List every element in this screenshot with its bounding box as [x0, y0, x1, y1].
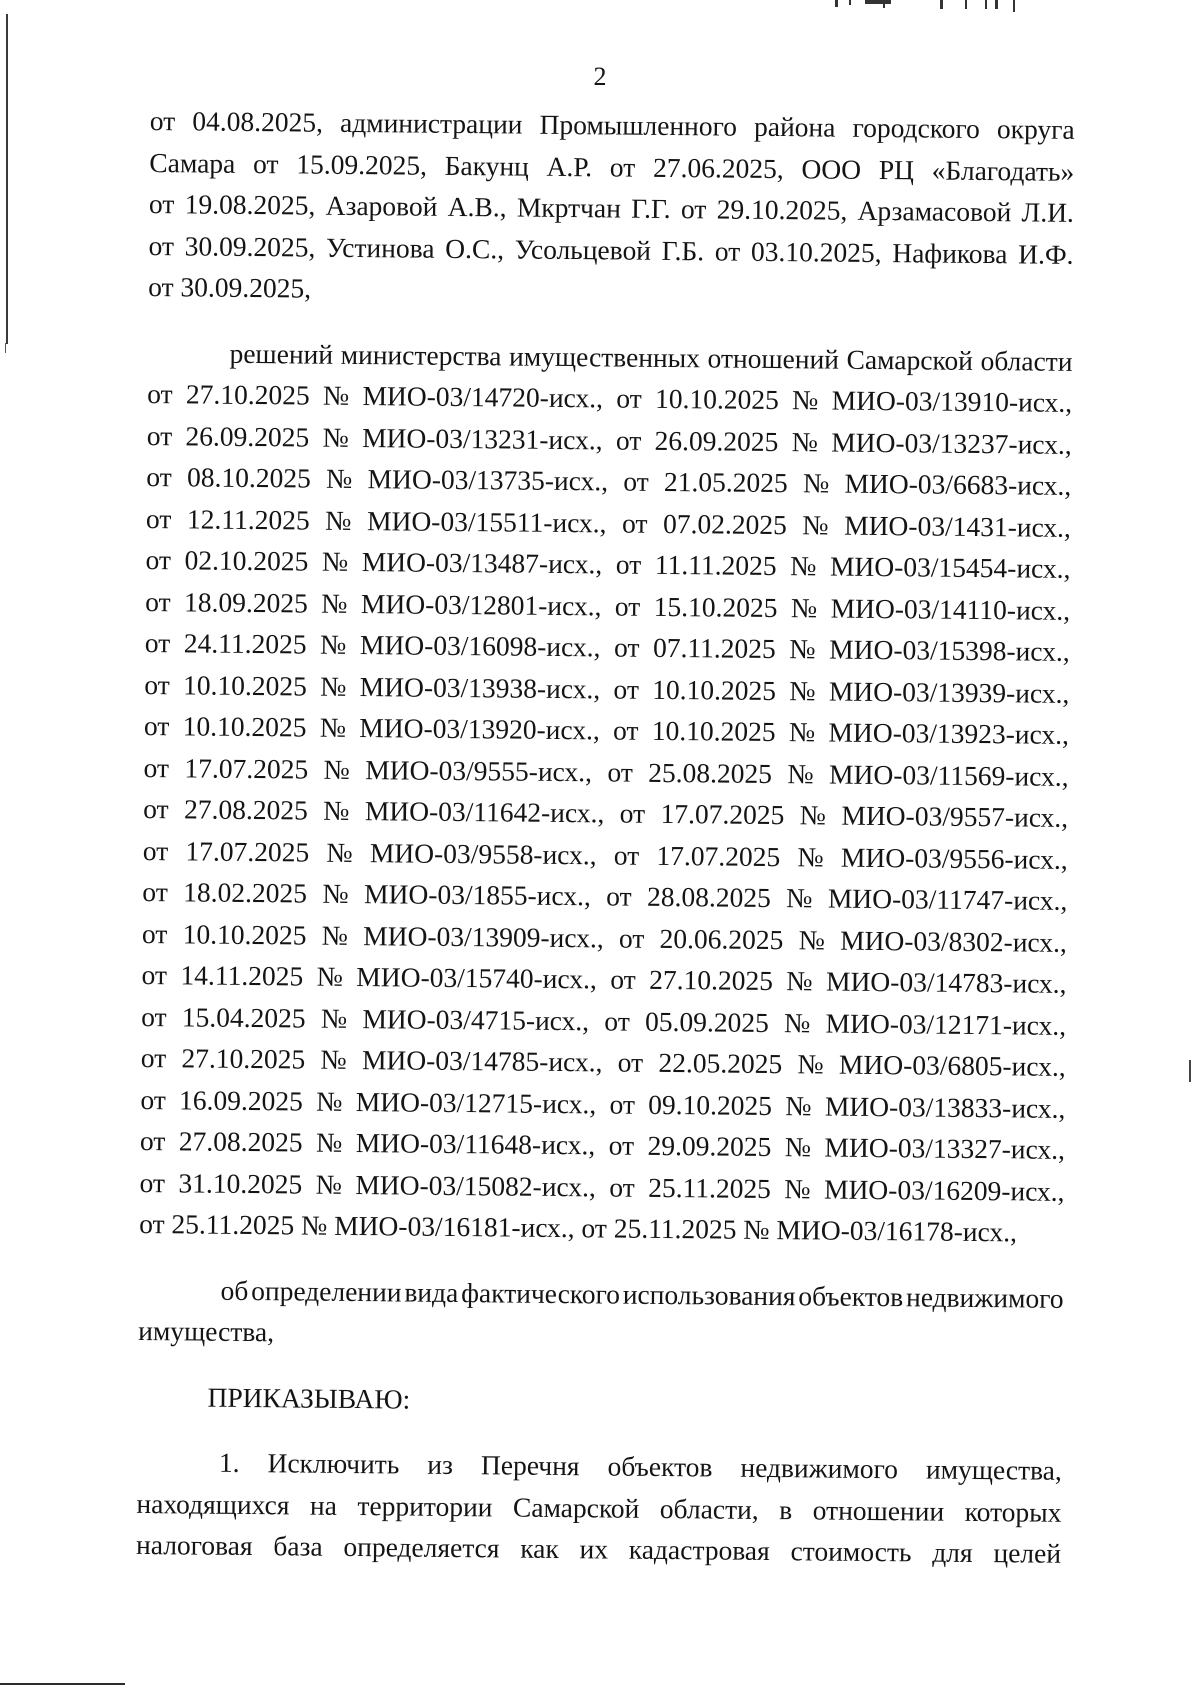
- word: МИО-03/13735-исх.,: [367, 463, 609, 497]
- word: использования: [622, 1278, 796, 1311]
- word: №: [322, 877, 349, 909]
- word: от 30.09.2025,: [148, 270, 312, 304]
- word: от: [615, 423, 642, 456]
- word: Г.Б.: [661, 234, 705, 266]
- word: от: [143, 792, 169, 825]
- word: от: [609, 1087, 636, 1120]
- word: А.В.,: [447, 190, 507, 223]
- word: фактического: [461, 1276, 621, 1310]
- word: решений: [229, 337, 334, 370]
- word: МИО-03/11642-исх.,: [364, 795, 605, 829]
- word: МИО-03/14720-исх.,: [362, 380, 604, 414]
- text-line: [138, 1268, 1063, 1318]
- word: 29.10.2025,: [716, 193, 848, 226]
- word: от: [139, 1166, 166, 1198]
- word: МИО-03/12171-исх.,: [825, 1007, 1067, 1041]
- word: которых: [964, 1495, 1062, 1528]
- word: городского: [852, 111, 981, 144]
- page-number: 2: [593, 62, 607, 91]
- word: №: [799, 799, 827, 831]
- word: Самара: [149, 146, 236, 179]
- word: №: [325, 462, 353, 494]
- scan-bottom-rule: [0, 1683, 125, 1685]
- word: 12.11.2025: [186, 502, 310, 536]
- word: 17.07.2025: [185, 834, 310, 868]
- word: МИО-03/8302-исх.,: [840, 924, 1068, 958]
- word: объектов: [798, 1279, 904, 1312]
- word: МИО-03/6683-исх.,: [844, 467, 1072, 501]
- word: 18.09.2025: [183, 585, 308, 619]
- word: от: [141, 917, 168, 949]
- word: от: [140, 1041, 167, 1074]
- scan-top-marks: [835, 0, 1115, 14]
- word: 19.08.2025,: [184, 188, 316, 221]
- word: №: [787, 757, 814, 789]
- word: объектов: [607, 1450, 713, 1483]
- word: №: [798, 923, 826, 956]
- word: МИО-03/14110-исх.,: [830, 592, 1071, 626]
- word: Исключить: [267, 1447, 400, 1480]
- word: 24.11.2025: [183, 627, 307, 660]
- word: Мкртчан: [516, 191, 622, 224]
- word: МИО-03/6805-исх.,: [838, 1048, 1066, 1082]
- word: МИО-03/13327-исх.,: [824, 1131, 1066, 1165]
- word: от: [607, 755, 633, 788]
- word: Устинова: [325, 231, 435, 264]
- word: от: [145, 585, 171, 617]
- word: недвижимого: [905, 1280, 1064, 1314]
- word: МИО-03/15454-исх.,: [829, 550, 1071, 584]
- word: Л.И.: [1021, 196, 1075, 228]
- word: от: [614, 589, 641, 622]
- word: РЦ: [878, 153, 915, 185]
- word: МИО-03/12715-исх.,: [355, 1085, 597, 1119]
- word: в: [779, 1493, 793, 1525]
- word: 16.09.2025: [178, 1083, 304, 1117]
- word: МИО-03/13231-исх.,: [362, 421, 603, 455]
- word: от: [613, 631, 640, 663]
- word: от: [145, 543, 172, 576]
- word: №: [788, 716, 816, 748]
- scan-left-mark: [5, 343, 6, 353]
- word: от: [140, 1083, 166, 1115]
- word: О.С.,: [445, 232, 505, 264]
- paragraph-decisions: [139, 331, 1073, 1253]
- word: МИО-03/11648-исх.,: [355, 1127, 596, 1161]
- word: №: [802, 467, 830, 499]
- word: от: [147, 377, 173, 410]
- word: области,: [659, 1492, 759, 1525]
- word: №: [320, 670, 347, 702]
- word: МИО-03/15082-исх.,: [355, 1168, 596, 1202]
- word: 26.09.2025: [654, 424, 779, 457]
- paragraph-item-1: [136, 1441, 1062, 1574]
- word: от: [609, 1170, 635, 1203]
- word: Перечня: [480, 1449, 580, 1482]
- word: территории: [357, 1489, 493, 1522]
- word: от: [144, 668, 170, 700]
- word: от: [613, 838, 640, 871]
- word: №: [326, 836, 353, 868]
- word: Усольцевой: [514, 233, 652, 266]
- word: МИО-03/13910-исх.,: [831, 384, 1073, 418]
- word: от: [714, 234, 741, 267]
- word: находящихся: [136, 1487, 290, 1520]
- word: 10.10.2025: [652, 673, 777, 706]
- word: МИО-03/13833-исх.,: [824, 1090, 1066, 1124]
- word: от: [146, 460, 172, 493]
- word: кадастровая: [628, 1533, 770, 1567]
- word: округа: [996, 113, 1075, 145]
- word: 02.10.2025: [184, 544, 309, 577]
- paragraph-purpose: [138, 1268, 1064, 1360]
- word: 11.11.2025: [654, 548, 777, 582]
- word: от: [618, 922, 645, 954]
- word: МИО-03/13909-исх.,: [363, 919, 604, 953]
- word: 09.10.2025: [648, 1088, 773, 1121]
- word: №: [323, 753, 351, 785]
- word: МИО-03/16098-исх.,: [359, 629, 601, 663]
- word: от: [610, 963, 636, 995]
- word: 10.10.2025: [182, 668, 308, 702]
- word: как: [520, 1532, 559, 1564]
- word: определении: [251, 1274, 402, 1307]
- word: №: [783, 1006, 811, 1038]
- word: №: [784, 1131, 812, 1163]
- word: МИО-03/1431-исх.,: [844, 509, 1072, 543]
- word: 30.09.2025,: [184, 229, 316, 263]
- word: от: [615, 548, 642, 580]
- word: 17.07.2025: [660, 797, 785, 831]
- word: «Благодать»: [931, 154, 1075, 187]
- word: 14.11.2025: [180, 959, 304, 992]
- word: администрации: [339, 106, 523, 140]
- word: от: [617, 1046, 644, 1078]
- word: 27.10.2025: [181, 1042, 306, 1075]
- word: 25.08.2025: [648, 756, 773, 789]
- word: №: [320, 1043, 347, 1075]
- word: 10.10.2025: [182, 710, 307, 743]
- word: №: [321, 919, 349, 951]
- text-line: [150, 100, 1075, 150]
- word: министерства: [340, 338, 502, 371]
- word: 04.08.2025,: [192, 105, 324, 138]
- word: 15.10.2025: [653, 590, 778, 623]
- word: №: [784, 1172, 811, 1204]
- word: из: [427, 1448, 454, 1480]
- word: от: [142, 875, 168, 908]
- word: №: [321, 587, 348, 619]
- word: 17.07.2025: [656, 839, 781, 872]
- word: от: [145, 502, 172, 534]
- word: МИО-03/15398-исх.,: [829, 633, 1070, 667]
- word: И.Ф.: [1018, 237, 1074, 270]
- word: МИО-03/15511-исх.,: [366, 504, 607, 538]
- word: 07.11.2025: [652, 631, 776, 665]
- word: от: [606, 880, 632, 912]
- word: №: [797, 1048, 824, 1080]
- word: от: [146, 419, 173, 451]
- word: №: [802, 508, 829, 541]
- word: 10.10.2025: [182, 917, 307, 951]
- word: имущественных: [508, 339, 701, 373]
- word: Промышленного: [539, 108, 738, 142]
- word: №: [315, 1168, 343, 1200]
- word: Арзамасовой: [857, 194, 1012, 228]
- word: МИО-03/9558-исх.,: [369, 836, 597, 870]
- word: база: [273, 1530, 323, 1562]
- word: от: [612, 714, 639, 746]
- word: от: [142, 834, 169, 866]
- word: 10.10.2025: [654, 382, 779, 416]
- word: 18.02.2025: [183, 876, 308, 909]
- word: 27.08.2025: [178, 1125, 303, 1158]
- word: МИО-03/13939-исх.,: [828, 675, 1070, 709]
- word: ПРИКАЗЫВАЮ:: [207, 1381, 411, 1415]
- word: №: [789, 633, 816, 665]
- word: 17.07.2025: [184, 751, 309, 785]
- word: МИО-03/4715-исх.,: [362, 1002, 590, 1036]
- word: отношений: [707, 341, 840, 375]
- word: их: [579, 1533, 609, 1565]
- word: МИО-03/9556-исх.,: [840, 841, 1068, 875]
- word: от: [139, 1124, 166, 1157]
- word: 15.09.2025,: [296, 147, 428, 181]
- text-line: [139, 1203, 1064, 1253]
- word: №: [315, 1126, 343, 1158]
- word: №: [786, 965, 813, 997]
- word: 03.10.2025,: [750, 235, 882, 268]
- word: №: [797, 840, 824, 873]
- word: налоговая: [135, 1528, 253, 1562]
- word: МИО-03/14783-исх.,: [825, 965, 1067, 999]
- word: №: [789, 674, 816, 706]
- word: №: [325, 504, 352, 536]
- word: МИО-03/16209-исх.,: [823, 1173, 1065, 1207]
- word: Г.Г.: [631, 192, 671, 225]
- paragraph-applicants: [148, 100, 1075, 316]
- word: от: [680, 193, 707, 225]
- word: Самарской: [512, 1491, 640, 1524]
- word: определяется: [343, 1530, 500, 1564]
- word: имущества,: [138, 1314, 275, 1348]
- word: от: [143, 709, 170, 742]
- word: от: [149, 104, 176, 137]
- word: Нафикова: [892, 236, 1008, 269]
- word: МИО-03/13487-исх.,: [361, 546, 603, 580]
- word: МИО-03/9555-исх.,: [365, 753, 593, 787]
- word: МИО-03/15740-исх.,: [356, 961, 597, 995]
- word: от: [252, 147, 279, 179]
- word: недвижимого: [740, 1451, 899, 1485]
- word: от: [616, 382, 642, 414]
- word: 27.08.2025: [183, 793, 308, 826]
- word: имущества,: [925, 1453, 1062, 1486]
- word: 25.11.2025: [648, 1171, 772, 1204]
- word: 10.10.2025: [651, 714, 776, 748]
- word: №: [322, 379, 350, 411]
- word: от: [148, 187, 175, 220]
- word: МИО-03/13920-исх.,: [359, 712, 600, 746]
- word: отношении: [812, 1493, 945, 1527]
- word: 1.: [218, 1446, 240, 1478]
- scan-right-mark: [1189, 1060, 1191, 1082]
- word: от: [144, 626, 171, 659]
- word: Азаровой: [325, 189, 438, 222]
- word: ООО: [801, 152, 862, 185]
- word: №: [786, 882, 813, 914]
- word: области: [980, 344, 1073, 377]
- word: стоимость: [790, 1535, 912, 1568]
- word: 31.10.2025: [178, 1166, 303, 1200]
- word: МИО-03/11569-исх.,: [828, 758, 1069, 792]
- word: №: [316, 1085, 343, 1117]
- word: от: [604, 1004, 630, 1037]
- word: от: [621, 507, 648, 539]
- word: от: [143, 751, 170, 783]
- word: МИО-03/13923-исх.,: [828, 716, 1070, 750]
- word: на: [309, 1489, 338, 1521]
- word: МИО-03/13938-исх.,: [359, 670, 601, 704]
- word: МИО-03/11747-исх.,: [827, 882, 1068, 916]
- word: 21.05.2025: [663, 465, 788, 499]
- word: целей: [993, 1537, 1062, 1569]
- word: 27.06.2025,: [652, 151, 784, 184]
- word: 15.04.2025: [181, 1000, 306, 1034]
- word: №: [321, 545, 349, 577]
- word: 27.10.2025: [185, 378, 310, 411]
- text-line: [137, 1375, 1062, 1425]
- word: от: [623, 465, 649, 497]
- word: 08.10.2025: [186, 461, 311, 494]
- word: от: [613, 672, 640, 705]
- word: МИО-03/13237-исх.,: [831, 426, 1072, 460]
- paragraph-order-heading: [137, 1375, 1062, 1425]
- word: 05.09.2025: [644, 1005, 769, 1038]
- word: от: [141, 958, 168, 991]
- word: от: [619, 797, 646, 829]
- word: МИО-03/1855-исх.,: [363, 878, 591, 912]
- word: 28.08.2025: [646, 880, 771, 913]
- word: №: [320, 1002, 348, 1034]
- word: от: [148, 229, 175, 261]
- word: МИО-03/12801-исх.,: [360, 587, 602, 621]
- word: №: [319, 628, 347, 660]
- word: 26.09.2025: [185, 419, 310, 453]
- word: от: [141, 1000, 167, 1032]
- word: №: [322, 421, 349, 453]
- word: №: [790, 550, 817, 582]
- word: Самарской: [846, 343, 974, 376]
- word: №: [316, 960, 344, 992]
- word: для: [932, 1536, 973, 1568]
- word: вида: [404, 1275, 459, 1308]
- word: от: [608, 1129, 635, 1161]
- word: МИО-03/14785-исх.,: [361, 1044, 603, 1078]
- word: 20.06.2025: [659, 922, 784, 955]
- word: 27.10.2025: [649, 963, 774, 997]
- document-body: [136, 100, 1075, 1598]
- word: МИО-03/9557-исх.,: [841, 799, 1069, 833]
- word: 07.02.2025: [662, 507, 787, 540]
- word: №: [319, 711, 347, 743]
- word: Бакунц: [444, 149, 530, 182]
- word: об: [220, 1274, 249, 1306]
- word: А.Р.: [546, 150, 593, 182]
- word: района: [753, 110, 836, 143]
- word: №: [785, 1089, 812, 1121]
- word: от 25.11.2025 № МИО-03/16181-исх., от 25.11.2025 № МИО-03/16178-исх.,: [139, 1207, 1018, 1248]
- word: 22.05.2025: [658, 1046, 783, 1080]
- word: №: [791, 384, 819, 416]
- word: от: [609, 150, 636, 183]
- word: №: [791, 425, 819, 457]
- word: №: [323, 794, 350, 826]
- word: 29.09.2025: [647, 1129, 772, 1163]
- word: №: [790, 591, 818, 623]
